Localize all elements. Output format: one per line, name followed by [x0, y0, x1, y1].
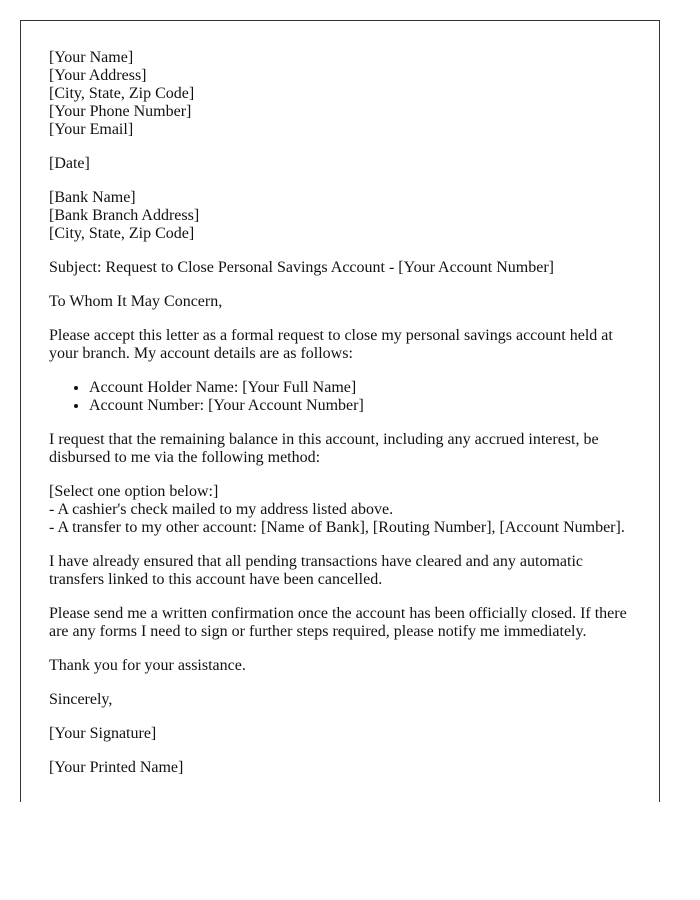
option-check: - A cashier's check mailed to my address listed above. — [49, 501, 394, 518]
sender-city: [City, State, Zip Code] — [49, 85, 195, 102]
sender-name: [Your Name] — [49, 49, 134, 66]
letter-page — [20, 20, 660, 802]
sender-block — [49, 49, 631, 139]
signature-line: [Your Signature] — [49, 725, 157, 742]
thanks-line: Thank you for your assistance. — [49, 657, 246, 674]
sender-email: [Your Email] — [49, 121, 134, 138]
subject-line: Subject: Request to Close Personal Savings Account - [Your Account Number] — [49, 259, 554, 276]
options-heading: [Select one option below:] — [49, 483, 219, 500]
account-details-list — [49, 379, 631, 415]
sender-address: [Your Address] — [49, 67, 147, 84]
options-block — [49, 483, 631, 537]
printed-name-line: [Your Printed Name] — [49, 759, 184, 776]
bank-city: [City, State, Zip Code] — [49, 225, 195, 242]
intro-paragraph: Please accept this letter as a formal request to close my personal savings account held at your branch. My account details are as follows: — [49, 327, 613, 362]
list-item: • Account Number: [Your Account Number] — [89, 397, 631, 415]
letter-date: [Date] — [49, 155, 90, 172]
salutation: To Whom It May Concern, — [49, 293, 223, 310]
pending-paragraph: I have already ensured that all pending transactions have cleared and any automatic transfers linked to this account have been cancelled. — [49, 553, 583, 588]
list-item: • Account Holder Name: [Your Full Name] — [89, 379, 631, 397]
confirmation-paragraph: Please send me a written confirmation once the account has been officially closed. If there are any forms I need to sign or further steps required, please notify me immediately. — [49, 605, 627, 640]
recipient-block — [49, 189, 631, 243]
bank-address: [Bank Branch Address] — [49, 207, 200, 224]
sender-phone: [Your Phone Number] — [49, 103, 192, 120]
bank-name: [Bank Name] — [49, 189, 136, 206]
balance-paragraph: I request that the remaining balance in this account, including any accrued interest, be disbursed to me via the following method: — [49, 431, 599, 466]
closing-line: Sincerely, — [49, 691, 113, 708]
option-transfer: - A transfer to my other account: [Name of Bank], [Routing Number], [Account Number]. — [49, 519, 625, 536]
